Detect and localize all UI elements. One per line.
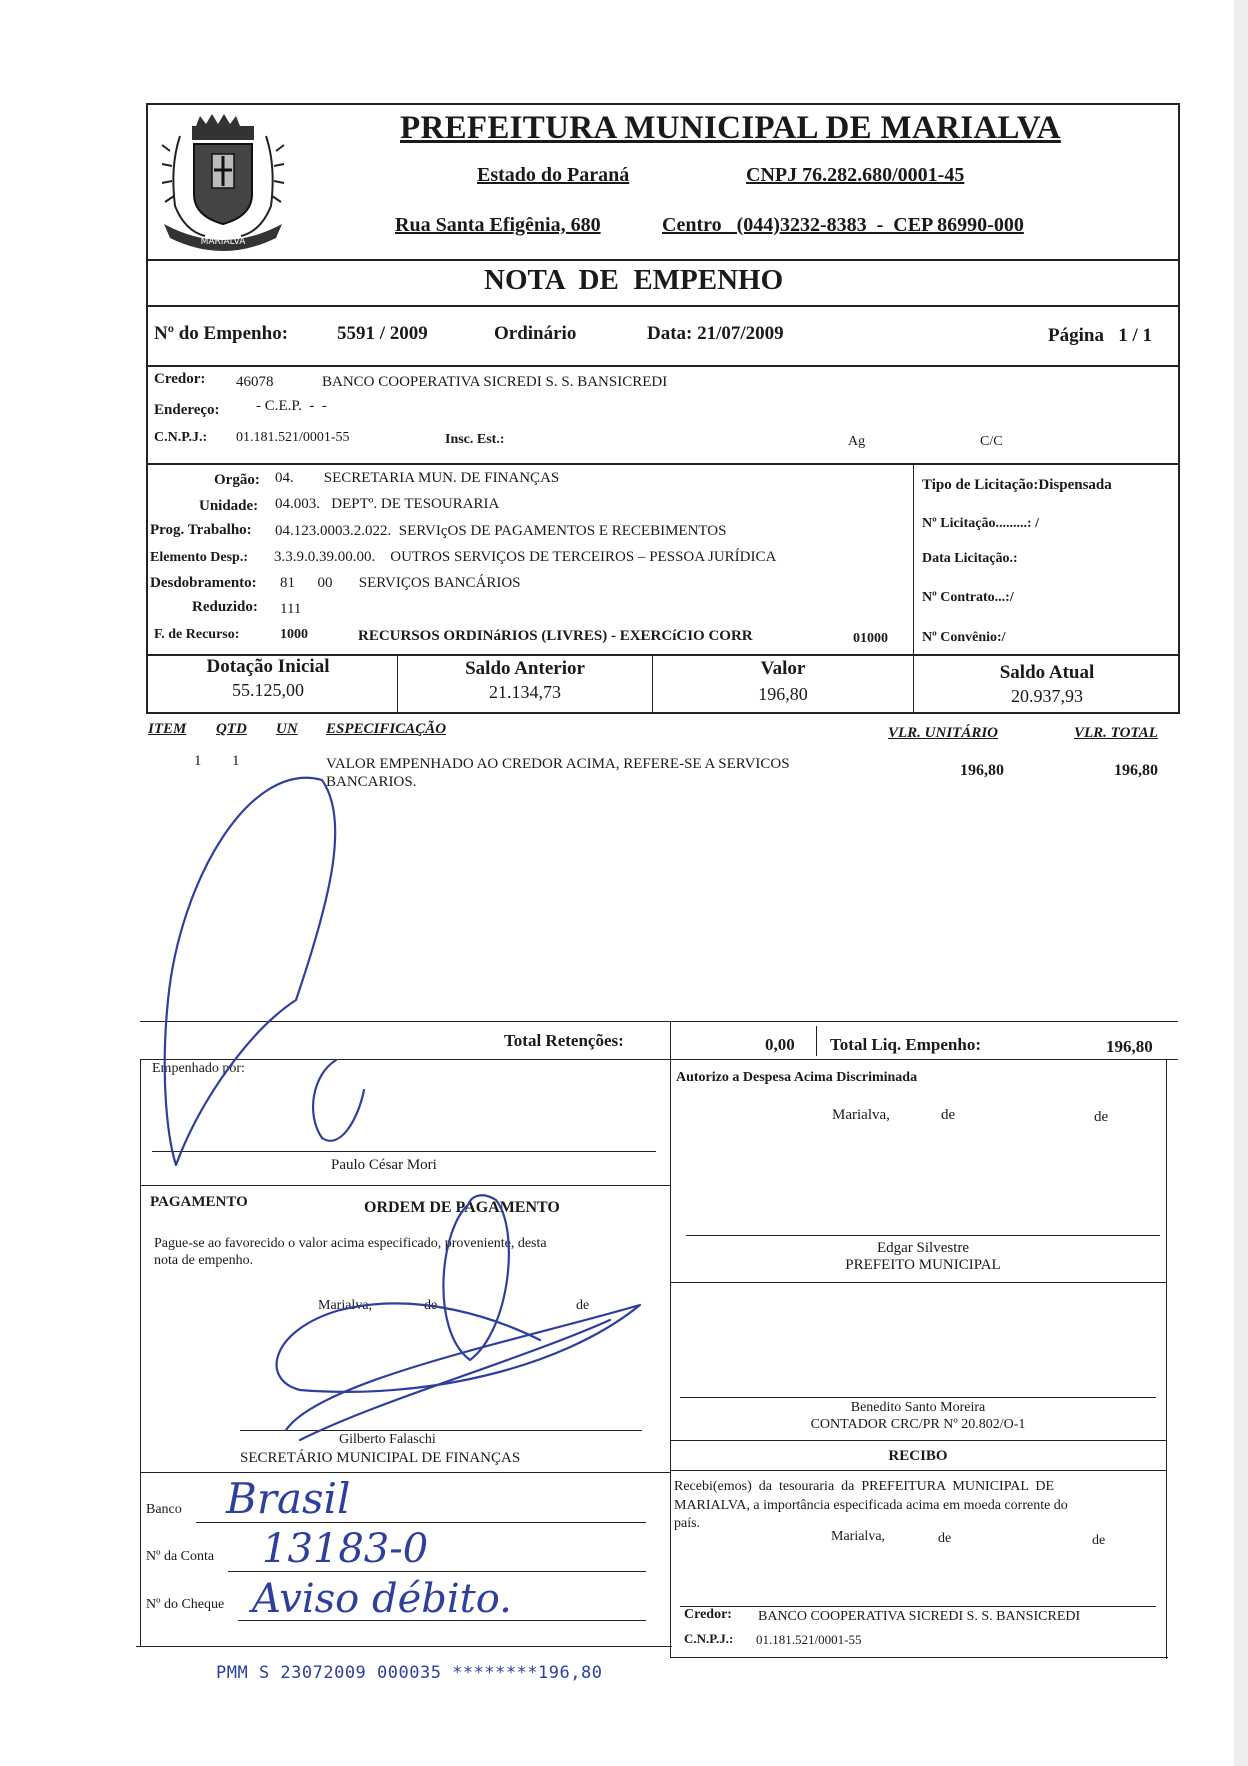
conta-label: Nº da Conta — [146, 1549, 215, 1564]
creditor-name: BANCO COOPERATIVA SICREDI S. S. BANSICREDI — [322, 374, 668, 390]
contador-name: Benedito Santo Moreira — [850, 1400, 986, 1415]
data-licitacao: Data Licitação.: — [922, 551, 1018, 566]
retentions-label: Total Retenções: — [504, 1031, 624, 1050]
creditor-label: Credor: — [154, 371, 206, 387]
empenho-number: 5591 / 2009 — [337, 323, 428, 344]
col-header-unit-value: VLR. UNITÁRIO — [888, 725, 999, 741]
creditor-address-label: Endereço: — [154, 402, 220, 418]
empenhado-name: Paulo César Mori — [331, 1157, 437, 1173]
retentions-value: 0,00 — [765, 1035, 795, 1054]
autorizo-place: Marialva, — [832, 1107, 890, 1123]
creditor-cnpj: 01.181.521/0001-55 — [236, 430, 350, 445]
autorizo-text: Autorizo a Despesa Acima Discriminada — [676, 1070, 918, 1085]
liquid-label: Total Liq. Empenho: — [830, 1035, 981, 1054]
col-header-qtd: QTD — [216, 721, 247, 737]
receipt-cnpj-label: C.N.P.J.: — [684, 1631, 734, 1646]
orgao-label: Orgão: — [214, 472, 260, 488]
receipt-text-line2: MARIALVA, a importância especificada acima em moeda corrente do — [674, 1498, 1068, 1513]
receipt-cnpj: 01.181.521/0001-55 — [756, 1632, 862, 1647]
prefeito-title: PREFEITO MUNICIPAL — [845, 1257, 1001, 1273]
autorizo-de-1: de — [941, 1107, 956, 1123]
saldo-anterior-label: Saldo Anterior — [465, 658, 585, 679]
recurso-label: F. de Recurso: — [154, 627, 240, 642]
mechanical-stamp: PMM S 23072009 000035 ********196,80 — [216, 1663, 603, 1683]
saldo-atual-value: 20.937,93 — [1011, 686, 1083, 706]
creditor-code: 46078 — [236, 374, 274, 390]
header-cnpj: CNPJ 76.282.680/0001-45 — [746, 164, 965, 186]
creditor-cnpj-label: C.N.P.J.: — [154, 430, 208, 445]
unidade-value: 04.003. DEPTº. DE TESOURARIA — [275, 496, 500, 512]
cheque-label: Nº do Cheque — [146, 1597, 225, 1612]
reduzido-value: 111 — [280, 601, 302, 617]
recurso-desc: RECURSOS ORDINáRIOS (LIVRES) - EXERCíCIO CORR — [358, 628, 753, 644]
orgao-value: 04. SECRETARIA MUN. DE FINANÇAS — [275, 470, 560, 486]
page-number: Página 1 / 1 — [1048, 325, 1152, 346]
col-header-spec: ESPECIFICAÇÃO — [326, 721, 447, 737]
saldo-atual-label: Saldo Atual — [999, 662, 1095, 683]
state-label: Estado do Paraná — [477, 164, 630, 186]
receipt-credor-label: Credor: — [684, 1607, 732, 1622]
receipt-text-line1: Recebi(emos) da tesouraria da PREFEITURA MUNICIPAL DE — [674, 1479, 1055, 1494]
valor-value: 196,80 — [758, 684, 808, 704]
unidade-label: Unidade: — [199, 498, 259, 514]
payment-text-line2: nota de empenho. — [154, 1253, 254, 1268]
receipt-credor: BANCO COOPERATIVA SICREDI S. S. BANSICREDI — [758, 1609, 1081, 1624]
item-row-1-spec-line2: BANCARIOS. — [326, 774, 417, 790]
creditor-address: - C.E.P. - - — [256, 398, 327, 414]
municipality-title: PREFEITURA MUNICIPAL DE MARIALVA — [400, 110, 1061, 146]
autorizo-de-2: de — [1094, 1109, 1109, 1125]
secretary-name: Gilberto Falaschi — [339, 1432, 436, 1447]
reduzido-label: Reduzido: — [192, 599, 258, 615]
item-row-1-spec-line1: VALOR EMPENHADO AO CREDOR ACIMA, REFERE-SE A SERVICOS — [326, 756, 790, 772]
payment-order-title: ORDEM DE PAGAMENTO — [364, 1199, 560, 1216]
receipt-de-2: de — [1092, 1533, 1106, 1548]
insc-est-label: Insc. Est.: — [445, 432, 505, 447]
dotacao-label: Dotação Inicial — [206, 656, 330, 677]
recurso-num: 01000 — [853, 631, 888, 646]
cheque-handwritten: Aviso débito. — [252, 1576, 512, 1622]
conta-handwritten: 13183-0 — [262, 1526, 429, 1572]
col-header-un: UN — [276, 721, 298, 737]
numero-contrato: Nº Contrato...:/ — [922, 590, 1014, 605]
cc-label: C/C — [980, 434, 1003, 449]
ag-label: Ag — [848, 434, 866, 449]
empenho-number-label: Nº do Empenho: — [154, 323, 289, 344]
empenhado-signature-stroke — [165, 778, 336, 1165]
receipt-text-line3: país. — [674, 1516, 701, 1531]
header-phone-cep: Centro (044)3232-8383 - CEP 86990-000 — [662, 214, 1024, 236]
svg-text:MARIALVA: MARIALVA — [200, 237, 246, 247]
prog-trabalho-label: Prog. Trabalho: — [150, 522, 252, 538]
col-header-total-value: VLR. TOTAL — [1074, 725, 1158, 741]
elemento-label: Elemento Desp.: — [150, 550, 248, 565]
recurso-code: 1000 — [280, 627, 308, 642]
item-row-1-item: 1 — [194, 753, 202, 769]
contador-title: CONTADOR CRC/PR Nº 20.802/O-1 — [810, 1417, 1026, 1432]
empenho-date: Data: 21/07/2009 — [647, 323, 784, 344]
payment-text-line1: Pague-se ao favorecido o valor acima especificado, proveniente, desta — [154, 1236, 547, 1251]
valor-label: Valor — [760, 658, 806, 679]
payment-title: PAGAMENTO — [150, 1194, 248, 1210]
numero-licitacao: Nº Licitação.........: / — [922, 516, 1039, 531]
item-row-1-qtd: 1 — [232, 753, 240, 769]
empenho-type: Ordinário — [494, 323, 577, 344]
item-row-1-unit-value: 196,80 — [960, 762, 1004, 779]
elemento-value: 3.3.9.0.39.00.00. OUTROS SERVIÇOS DE TERCEIROS – PESSOA JURÍDICA — [274, 549, 777, 565]
receipt-place: Marialva, — [831, 1529, 886, 1544]
payment-place: Marialva, — [318, 1298, 373, 1313]
prefeito-name: Edgar Silvestre — [876, 1240, 970, 1256]
header-address: Rua Santa Efigênia, 680 — [395, 214, 601, 236]
desdobramento-label: Desdobramento: — [150, 575, 257, 591]
banco-label: Banco — [146, 1502, 182, 1517]
banco-handwritten: Brasil — [226, 1474, 351, 1523]
liquid-value: 196,80 — [1106, 1037, 1153, 1056]
secretary-title: SECRETÁRIO MUNICIPAL DE FINANÇAS — [240, 1450, 521, 1466]
receipt-de-1: de — [938, 1531, 952, 1546]
document-title: NOTA DE EMPENHO — [484, 264, 784, 296]
payment-de-2: de — [576, 1298, 590, 1313]
prog-trabalho-value: 04.123.0003.2.022. SERVIçOS DE PAGAMENTOS E RECEBIMENTOS — [275, 523, 727, 539]
empenhado-label: Empenhado por: — [152, 1061, 245, 1076]
item-row-1-total-value: 196,80 — [1114, 762, 1158, 779]
tipo-licitacao: Tipo de Licitação:Dispensada — [922, 477, 1112, 493]
saldo-anterior-value: 21.134,73 — [489, 682, 561, 702]
receipt-title: RECIBO — [888, 1448, 948, 1464]
col-header-item: ITEM — [148, 721, 187, 737]
numero-convenio: Nº Convênio:/ — [922, 630, 1006, 645]
payment-de-1: de — [424, 1298, 438, 1313]
dotacao-value: 55.125,00 — [232, 680, 304, 700]
secretary-signature-stroke — [443, 1195, 508, 1360]
desdobramento-value: 81 00 SERVIÇOS BANCÁRIOS — [280, 575, 521, 591]
